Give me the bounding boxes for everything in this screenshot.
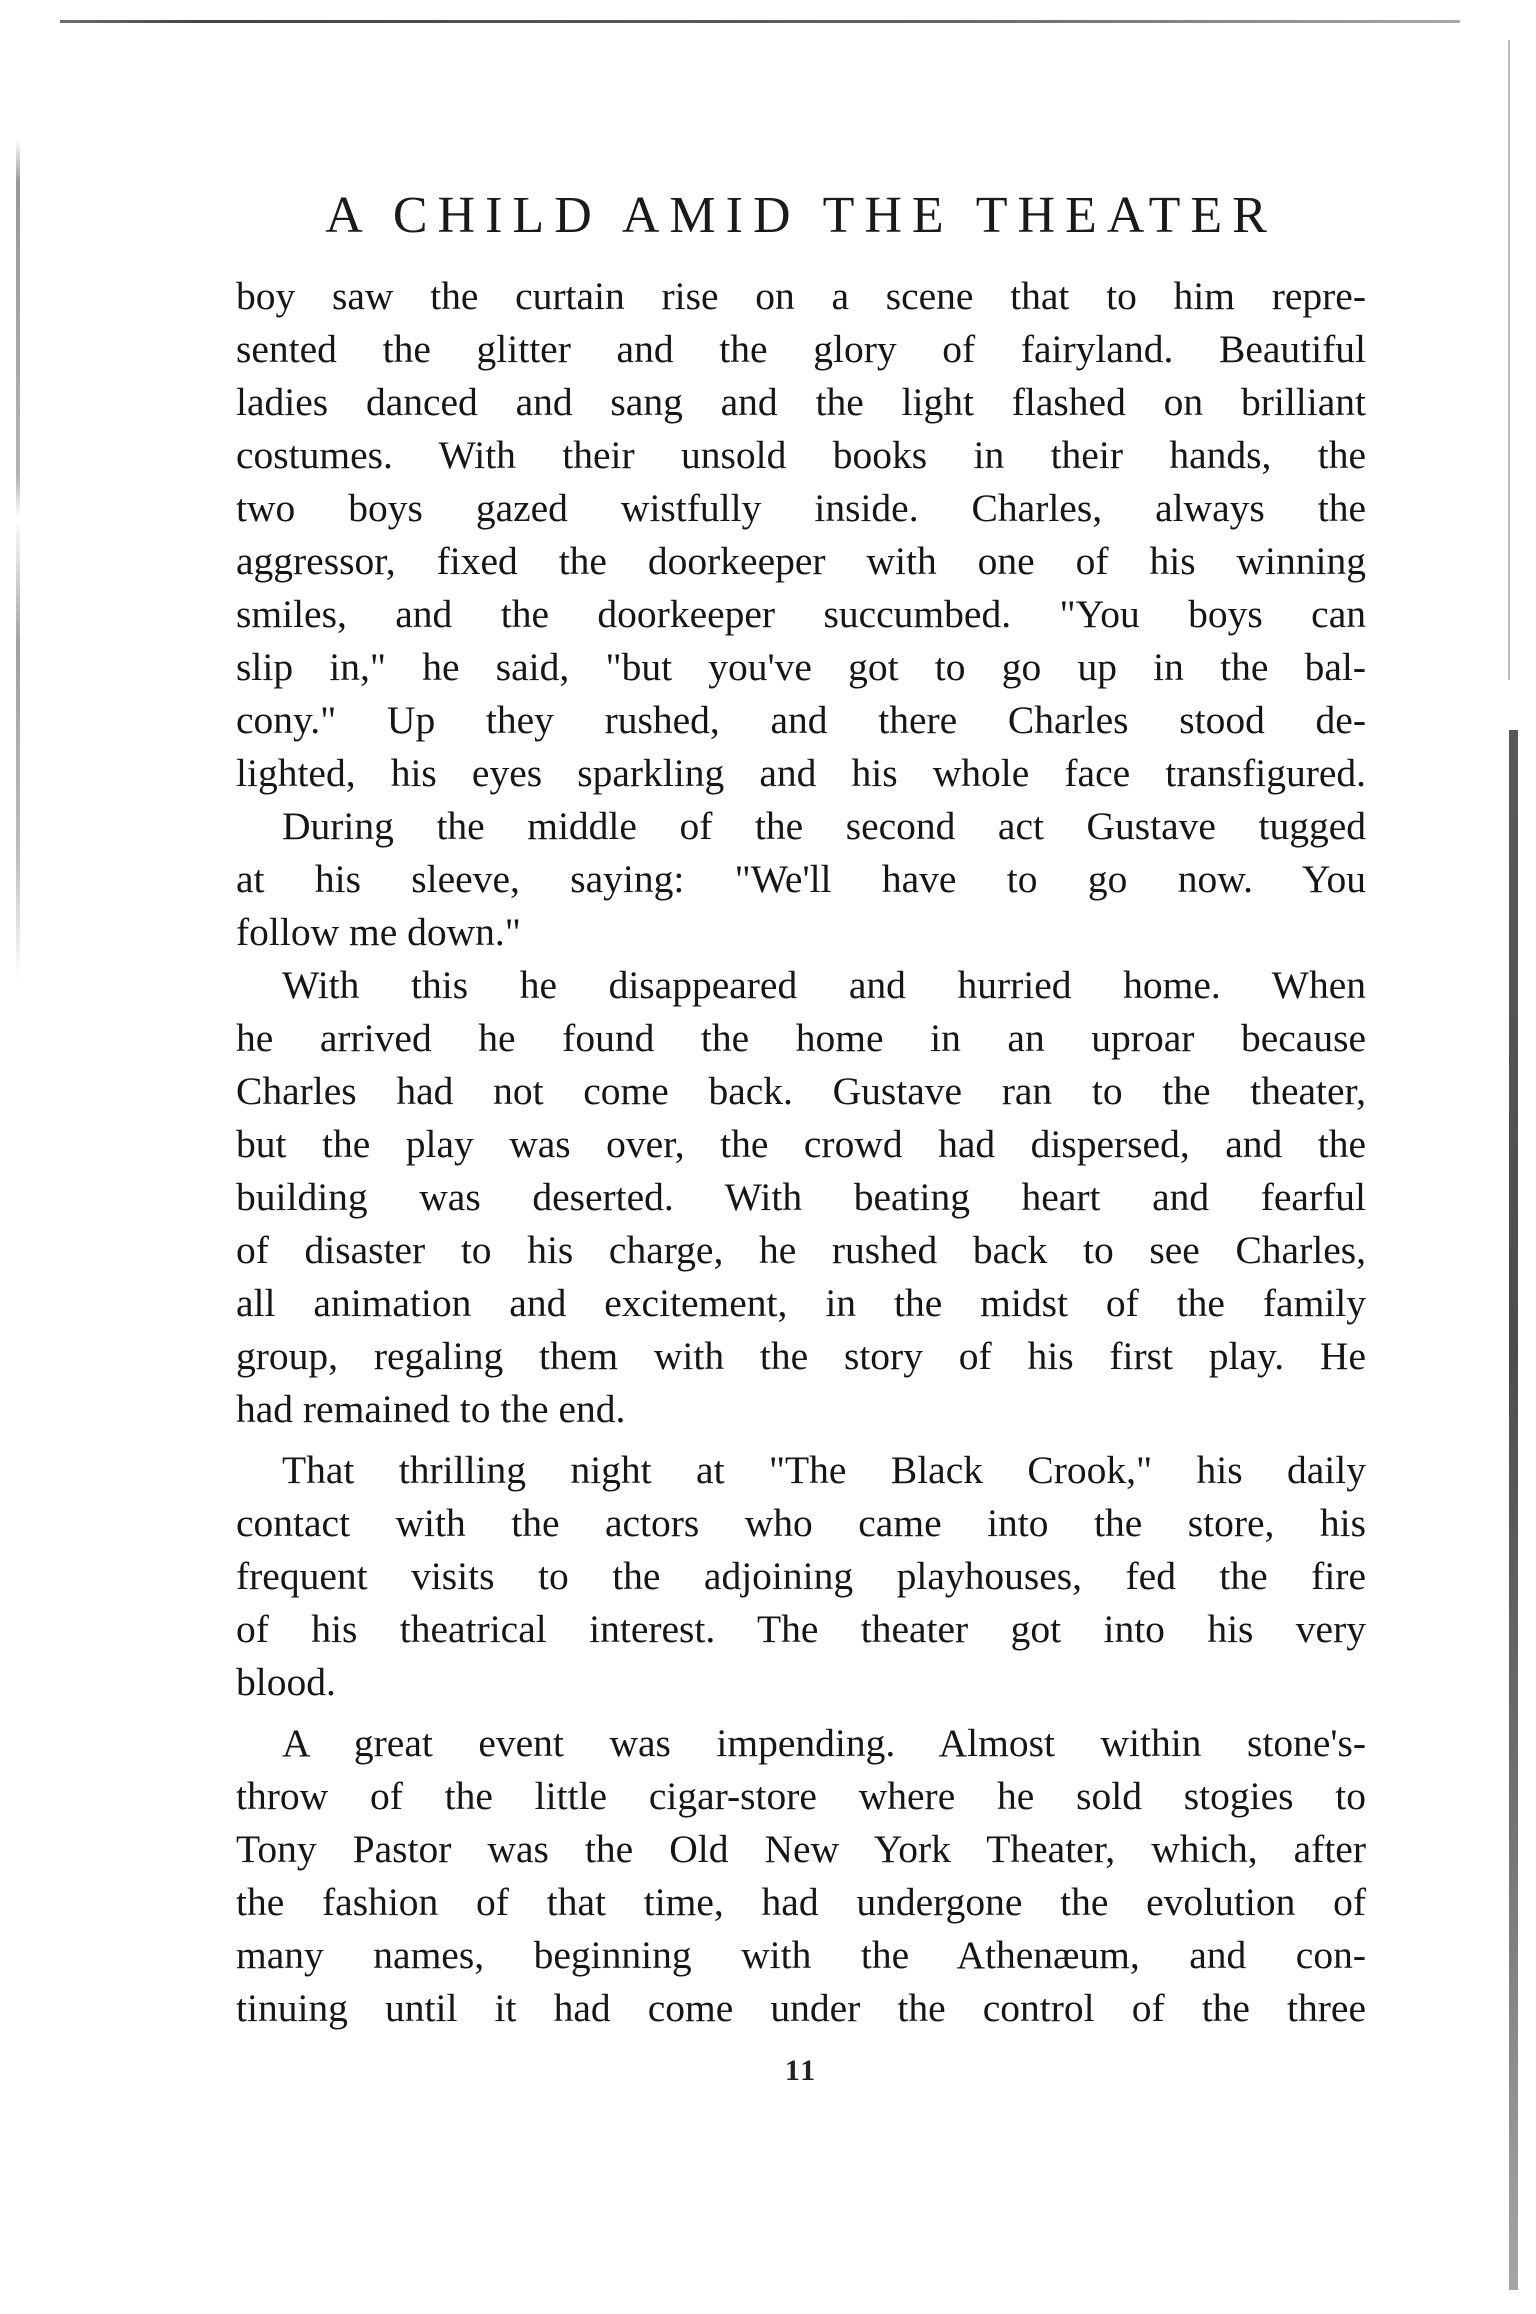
- page-body: [236, 270, 1366, 2035]
- text-line: costumes. With their unsold books in their hands, the: [236, 433, 1366, 477]
- text-line: With this he disappeared and hurried home. When: [282, 963, 1366, 1007]
- text-line: building was deserted. With beating heart and fearful: [236, 1175, 1366, 1219]
- text-line: cony." Up they rushed, and there Charles stood de-: [236, 698, 1366, 742]
- text-line: had remained to the end.: [236, 1387, 626, 1431]
- text-line: ladies danced and sang and the light flashed on brilliant: [236, 380, 1366, 424]
- paragraph: [236, 1717, 1366, 2035]
- text-line: but the play was over, the crowd had dispersed, and the: [236, 1122, 1366, 1166]
- text-line: all animation and excitement, in the midst of the family: [236, 1281, 1366, 1325]
- text-line: During the middle of the second act Gustave tugged: [282, 804, 1366, 848]
- text-line: many names, beginning with the Athenæum, and con-: [236, 1933, 1366, 1977]
- text-line: blood.: [236, 1660, 336, 1704]
- text-line: group, regaling them with the story of his first play. He: [236, 1334, 1366, 1378]
- text-line: tinuing until it had come under the control of the three: [236, 1986, 1366, 2030]
- page-number: 11: [784, 2054, 818, 2087]
- text-line: lighted, his eyes sparkling and his whole face transfigured.: [236, 751, 1366, 795]
- text-line: of his theatrical interest. The theater got into his very: [236, 1607, 1366, 1651]
- text-line: boy saw the curtain rise on a scene that to him repre-: [236, 274, 1366, 318]
- text-line: smiles, and the doorkeeper succumbed. "You boys can: [236, 592, 1366, 636]
- page-right-edge-binding: [1509, 730, 1518, 2290]
- text-line: That thrilling night at "The Black Crook," his daily: [282, 1448, 1366, 1492]
- page-top-rule: [60, 20, 1460, 23]
- paragraph: [236, 800, 1366, 959]
- page-left-edge-mark: [16, 140, 20, 980]
- running-title: A CHILD AMID THE THEATER: [325, 187, 1277, 244]
- text-line: throw of the little cigar-store where he sold stogies to: [236, 1774, 1366, 1818]
- text-line: aggressor, fixed the doorkeeper with one of his winning: [236, 539, 1366, 583]
- text-line: Tony Pastor was the Old New York Theater, which, after: [236, 1827, 1366, 1871]
- text-line: sented the glitter and the glory of fairyland. Beautiful: [236, 327, 1366, 371]
- paragraph: [236, 1444, 1366, 1709]
- text-line: slip in," he said, "but you've got to go up in the bal-: [236, 645, 1366, 689]
- text-line: two boys gazed wistfully inside. Charles, always the: [236, 486, 1366, 530]
- text-line: follow me down.": [236, 910, 521, 954]
- text-line: at his sleeve, saying: "We'll have to go now. You: [236, 857, 1366, 901]
- paragraph: [236, 959, 1366, 1436]
- text-line: contact with the actors who came into the store, his: [236, 1501, 1366, 1545]
- text-line: he arrived he found the home in an uproar because: [236, 1016, 1366, 1060]
- text-line: of disaster to his charge, he rushed back to see Charles,: [236, 1228, 1366, 1272]
- text-line: the fashion of that time, had undergone the evolution of: [236, 1880, 1366, 1924]
- text-line: Charles had not come back. Gustave ran to the theater,: [236, 1069, 1366, 1113]
- text-line: A great event was impending. Almost within stone's-: [282, 1721, 1366, 1765]
- paragraph: [236, 270, 1366, 800]
- page-right-edge-line: [1508, 40, 1510, 680]
- text-line: frequent visits to the adjoining playhouses, fed the fire: [236, 1554, 1366, 1598]
